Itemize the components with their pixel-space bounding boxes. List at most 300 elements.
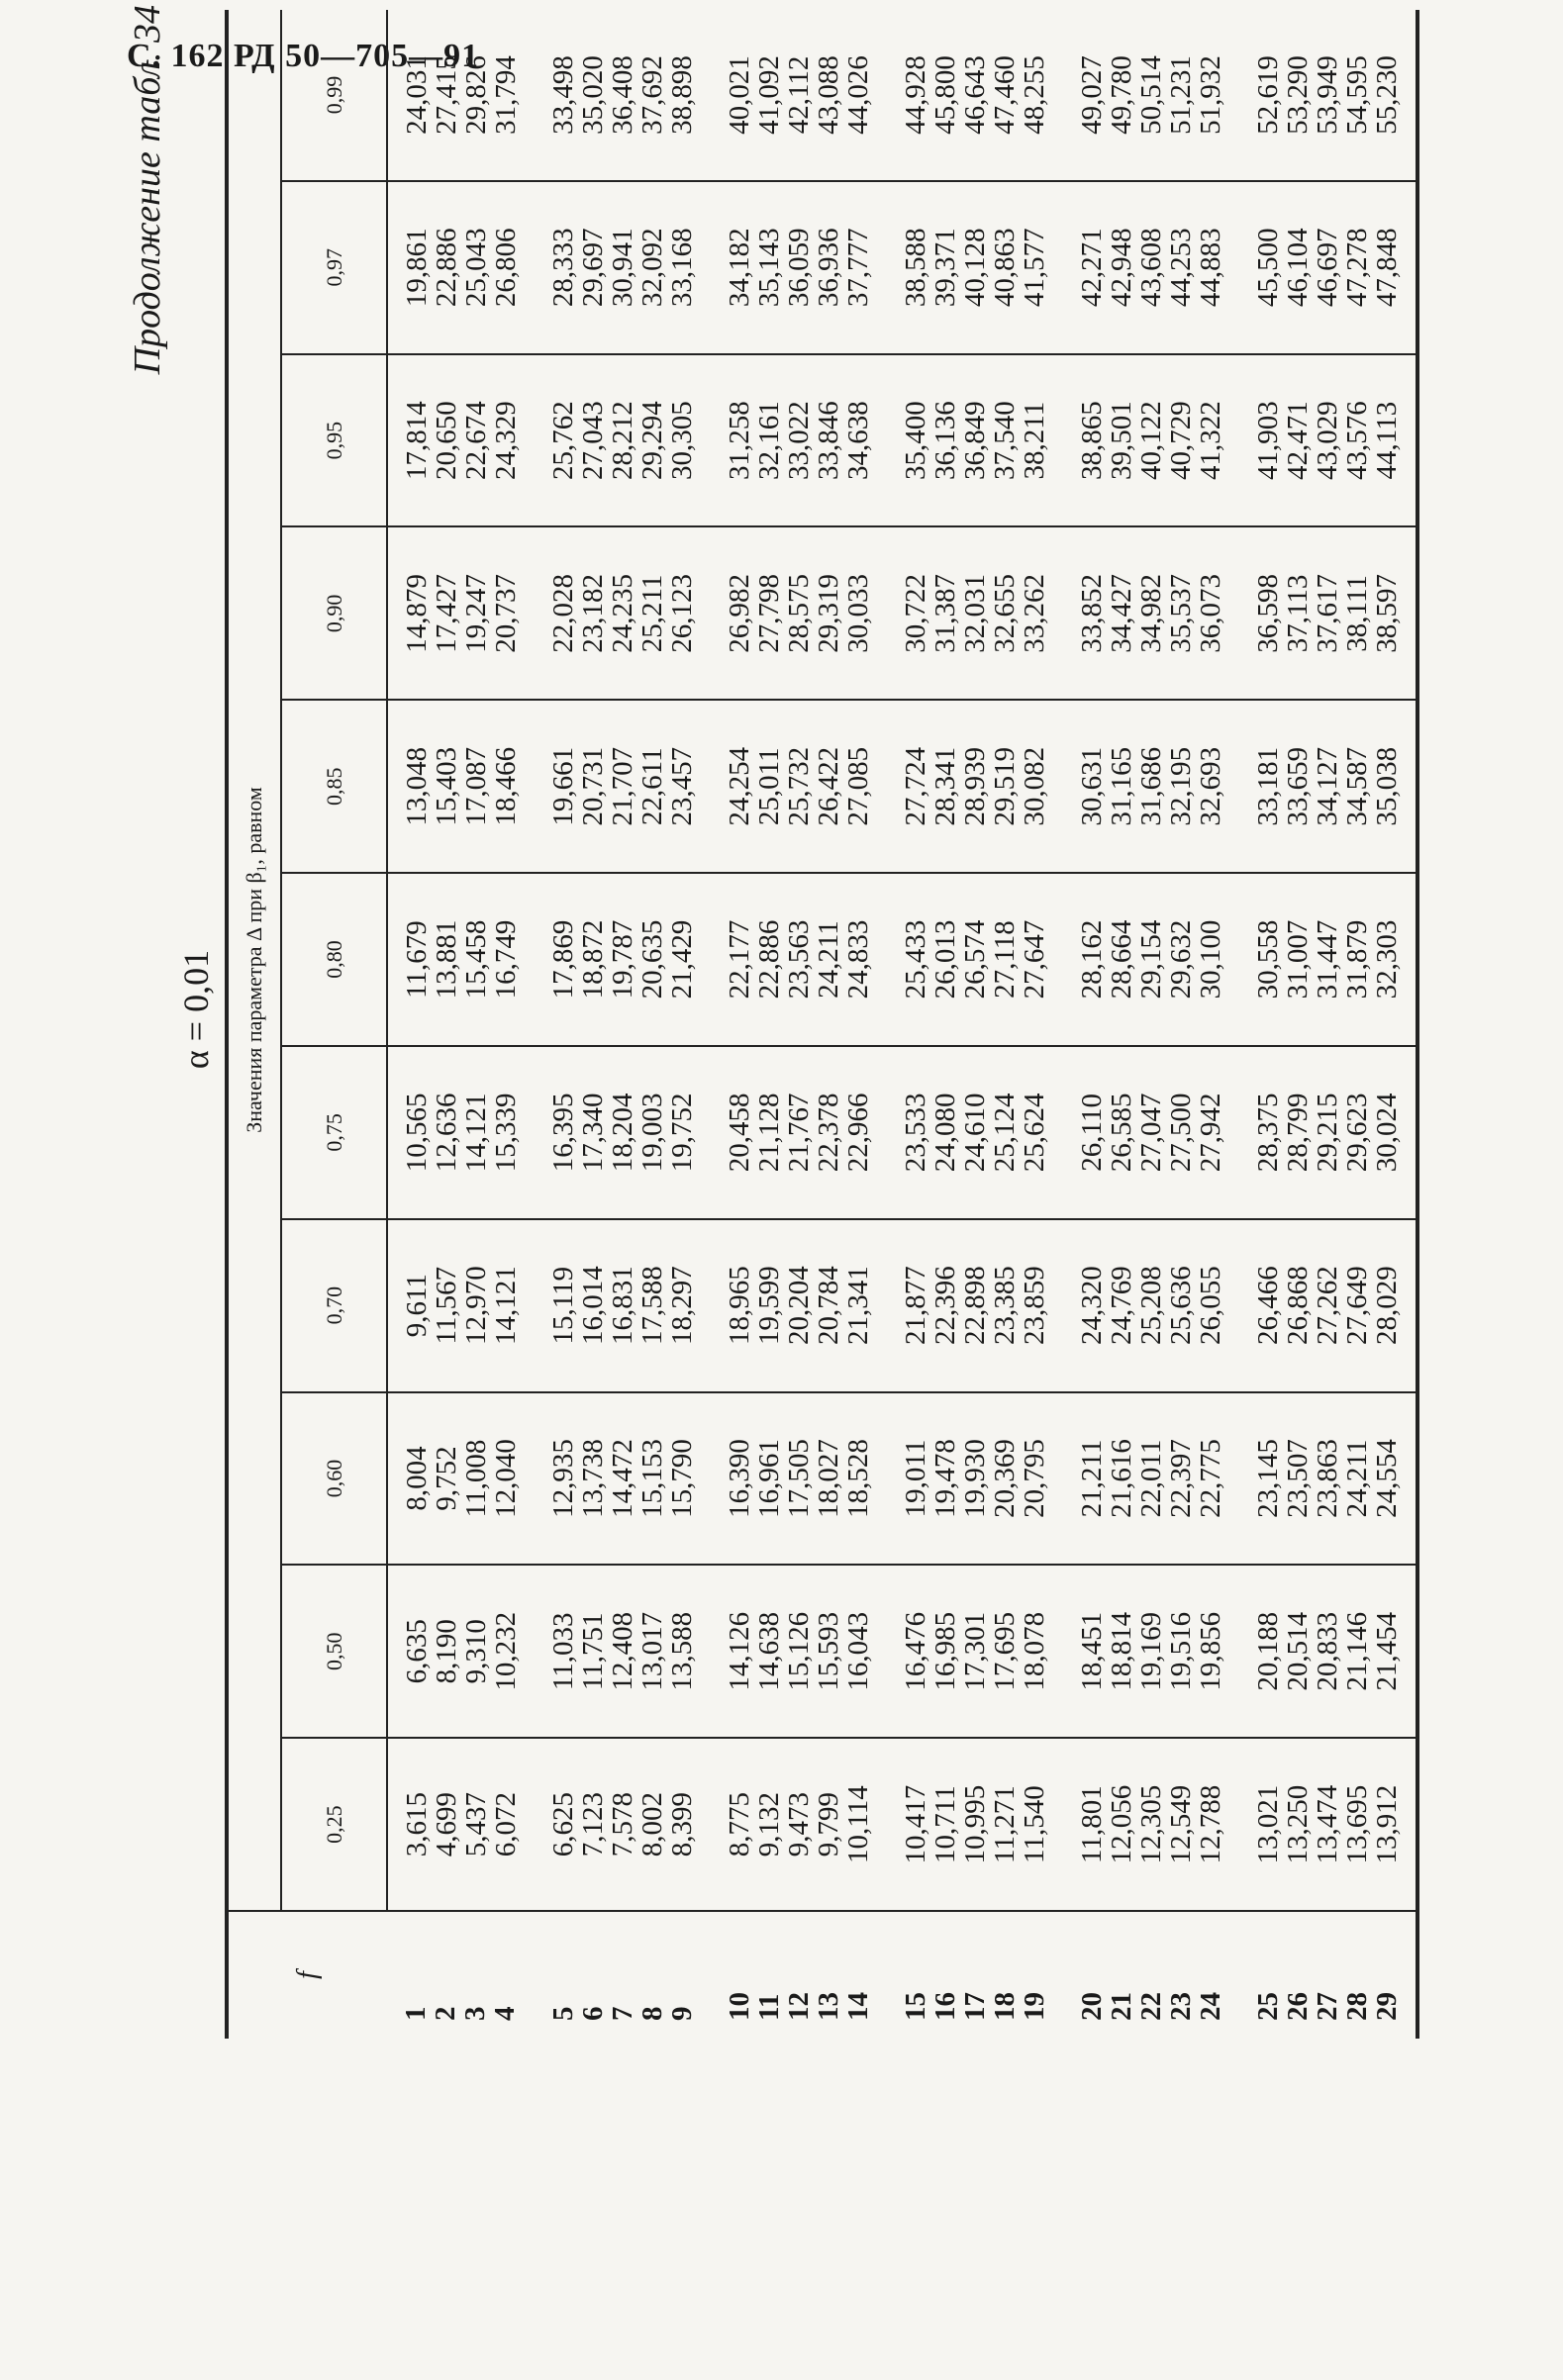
table-value: 37,540	[989, 401, 1021, 480]
table-value: 27,043	[577, 401, 609, 480]
table-value: 30,082	[1019, 746, 1050, 826]
value-cell	[1063, 1565, 1239, 1738]
table-value: 45,500	[1252, 228, 1284, 308]
table-value: 45,800	[929, 55, 961, 135]
table-value: 20,737	[490, 574, 522, 653]
table-value: 14,472	[607, 1439, 638, 1518]
table-value: 31,007	[1282, 919, 1314, 1000]
table-value: 34,587	[1341, 746, 1373, 826]
column-header: 0,60	[281, 1392, 387, 1566]
table-value: 39,501	[1106, 401, 1137, 480]
f-value: 6	[577, 2006, 609, 2021]
table-value: 26,110	[1076, 1094, 1108, 1172]
table-value: 22,966	[842, 1093, 874, 1173]
table-value: 18,027	[813, 1439, 844, 1518]
table-value: 12,788	[1195, 1784, 1226, 1864]
table-value: 27,724	[900, 746, 931, 826]
f-values-cell	[711, 1911, 887, 2039]
table-value: 38,597	[1371, 574, 1403, 653]
table-value: 32,195	[1165, 746, 1197, 826]
table-value: 33,659	[1282, 746, 1314, 826]
value-cell	[1063, 700, 1239, 873]
table-value: 13,250	[1282, 1784, 1314, 1864]
table-value: 38,111	[1341, 575, 1373, 652]
table-value: 8,399	[666, 1791, 698, 1857]
value-cell	[887, 1392, 1063, 1566]
table-value: 14,121	[460, 1093, 492, 1173]
table-value: 26,574	[959, 919, 991, 1000]
value-cell	[887, 873, 1063, 1046]
table-value: 43,608	[1135, 228, 1167, 308]
table-value: 27,415	[431, 55, 462, 135]
table-value: 20,795	[1019, 1439, 1050, 1518]
table-value: 28,939	[959, 746, 991, 826]
table-value: 16,985	[929, 1611, 961, 1691]
table-value: 35,038	[1371, 746, 1403, 826]
table-value: 16,014	[577, 1266, 609, 1346]
table-value: 22,886	[753, 919, 785, 1000]
table-value: 44,113	[1371, 401, 1403, 480]
value-cell	[387, 1046, 535, 1219]
value-cell	[1063, 181, 1239, 354]
table-value: 13,695	[1341, 1784, 1373, 1864]
table-value: 19,599	[753, 1266, 785, 1346]
table-value: 19,930	[959, 1439, 991, 1518]
alpha-label: α = 0,01	[176, 949, 216, 1070]
table-value: 49,027	[1076, 55, 1108, 135]
table-value: 41,322	[1195, 401, 1226, 480]
table-value: 40,021	[724, 55, 755, 135]
table-value: 13,048	[401, 746, 433, 826]
value-cell	[387, 873, 535, 1046]
value-cell	[1239, 1738, 1417, 1911]
f-value: 14	[842, 1992, 874, 2021]
table-value: 13,021	[1252, 1784, 1284, 1864]
value-cell	[711, 527, 887, 701]
table-value: 22,775	[1195, 1439, 1226, 1518]
value-cell	[711, 10, 887, 181]
table-value: 35,143	[753, 228, 785, 308]
table-value: 15,119	[547, 1266, 579, 1345]
value-cell	[535, 873, 711, 1046]
f-value: 5	[547, 2006, 579, 2021]
table-value: 30,305	[666, 401, 698, 480]
table-value: 11,801	[1076, 1785, 1108, 1863]
table-value: 28,162	[1076, 919, 1108, 1000]
value-cell	[887, 10, 1063, 181]
table-value: 23,145	[1252, 1439, 1284, 1518]
table-value: 17,814	[401, 401, 433, 480]
value-cell	[535, 1392, 711, 1566]
value-cell	[711, 1738, 887, 1911]
column-header: 0,85	[281, 700, 387, 873]
table-value: 34,427	[1106, 574, 1137, 653]
table-value: 9,799	[813, 1791, 844, 1857]
value-cell	[387, 1392, 535, 1566]
table-value: 15,339	[490, 1093, 522, 1173]
table-value: 8,775	[724, 1791, 755, 1857]
table-value: 37,777	[842, 228, 874, 308]
table-value: 24,610	[959, 1093, 991, 1173]
value-cell	[1239, 527, 1417, 701]
table-value: 44,026	[842, 55, 874, 135]
table-value: 4,699	[431, 1791, 462, 1857]
table-value: 26,013	[929, 919, 961, 1000]
table-value: 16,831	[607, 1266, 638, 1346]
table-row-group	[1063, 10, 1239, 2039]
table-value: 34,182	[724, 228, 755, 308]
table-value: 33,498	[547, 55, 579, 135]
table-caption: Значения параметра Δ при β₁, равном	[227, 10, 281, 1911]
table-value: 40,122	[1135, 401, 1167, 480]
table-row-group	[887, 10, 1063, 2039]
table-value: 38,898	[666, 55, 698, 135]
table-value: 18,297	[666, 1266, 698, 1346]
table-value: 10,417	[900, 1784, 931, 1864]
table-value: 12,970	[460, 1266, 492, 1346]
value-cell	[887, 1219, 1063, 1392]
table-value: 31,258	[724, 401, 755, 480]
table-value: 19,661	[547, 746, 579, 826]
table-value: 24,320	[1076, 1266, 1108, 1346]
table-value: 17,087	[460, 746, 492, 826]
table-value: 21,877	[900, 1266, 931, 1346]
table-value: 18,965	[724, 1266, 755, 1346]
table-value: 44,883	[1195, 228, 1226, 308]
table-value: 25,124	[989, 1093, 1021, 1173]
table-value: 12,549	[1165, 1784, 1197, 1864]
value-cell	[387, 1219, 535, 1392]
table-value: 38,865	[1076, 401, 1108, 480]
table-value: 48,255	[1019, 55, 1050, 135]
table-value: 13,738	[577, 1439, 609, 1518]
table-value: 25,624	[1019, 1093, 1050, 1173]
table-value: 53,949	[1312, 55, 1343, 135]
table-value: 26,806	[490, 228, 522, 308]
table-value: 47,460	[989, 55, 1021, 135]
table-value: 12,056	[1106, 1784, 1137, 1864]
table-value: 8,002	[636, 1791, 668, 1857]
table-value: 29,215	[1312, 1093, 1343, 1173]
table-value: 19,478	[929, 1439, 961, 1518]
value-cell	[1063, 1392, 1239, 1566]
table-value: 19,003	[636, 1093, 668, 1173]
f-values-cell	[1063, 1911, 1239, 2039]
table-value: 20,204	[783, 1266, 815, 1346]
table-value: 41,577	[1019, 228, 1050, 308]
table-value: 32,031	[959, 574, 991, 653]
table-value: 25,636	[1165, 1266, 1197, 1346]
f-value: 23	[1165, 1992, 1197, 2021]
table-value: 30,941	[607, 228, 638, 308]
f-value: 28	[1341, 1992, 1373, 2021]
value-cell	[1239, 700, 1417, 873]
table-value: 14,121	[490, 1266, 522, 1346]
table-row-group	[387, 10, 535, 2039]
table-value: 30,631	[1076, 746, 1108, 826]
table-value: 15,153	[636, 1439, 668, 1518]
table-value: 36,598	[1252, 574, 1284, 653]
table-value: 25,211	[636, 574, 668, 653]
f-value: 25	[1252, 1992, 1284, 2021]
table-value: 24,211	[1341, 1439, 1373, 1518]
f-value: 4	[489, 2006, 521, 2021]
table-value: 8,004	[401, 1446, 433, 1511]
f-value: 12	[783, 1992, 815, 2021]
table-value: 25,732	[783, 746, 815, 826]
f-values-cell	[535, 1911, 711, 2039]
table-value: 29,519	[989, 746, 1021, 826]
table-value: 28,212	[607, 401, 638, 480]
table-value: 10,711	[929, 1785, 961, 1863]
table-value: 20,514	[1282, 1611, 1314, 1691]
value-cell	[535, 354, 711, 527]
table-value: 33,846	[813, 401, 844, 480]
value-cell	[1239, 181, 1417, 354]
table-value: 46,697	[1312, 228, 1343, 308]
f-values-cell	[387, 1911, 535, 2039]
f-value: 22	[1135, 1992, 1167, 2021]
table-value: 25,433	[900, 919, 931, 1000]
table-value: 19,169	[1135, 1611, 1167, 1691]
table-value: 27,647	[1019, 919, 1050, 1000]
table-value: 27,085	[842, 746, 874, 826]
table-value: 12,408	[607, 1611, 638, 1691]
table-value: 47,848	[1371, 228, 1403, 308]
table-value: 33,181	[1252, 746, 1284, 826]
value-cell	[887, 1738, 1063, 1911]
table-value: 26,466	[1252, 1266, 1284, 1346]
table-value: 44,928	[900, 55, 931, 135]
table-value: 23,507	[1282, 1439, 1314, 1518]
table-row-group	[535, 10, 711, 2039]
value-cell	[887, 1565, 1063, 1738]
table-value: 22,611	[636, 747, 668, 826]
column-header: 0,80	[281, 873, 387, 1046]
f-value: 8	[636, 2006, 668, 2021]
table-value: 13,588	[666, 1611, 698, 1691]
table-value: 32,161	[753, 401, 785, 480]
table-value: 20,731	[577, 746, 609, 826]
table-value: 46,104	[1282, 228, 1314, 308]
f-values-cell	[887, 1911, 1063, 2039]
table-value: 26,585	[1106, 1093, 1137, 1173]
table-value: 15,458	[460, 919, 492, 1000]
value-cell	[711, 354, 887, 527]
table-value: 38,588	[900, 228, 931, 308]
table-value: 41,903	[1252, 401, 1284, 480]
table-value: 39,371	[929, 228, 961, 308]
table-row-group	[711, 10, 887, 2039]
table-value: 42,112	[783, 55, 815, 135]
table-value: 32,655	[989, 574, 1021, 653]
table-value: 18,528	[842, 1439, 874, 1518]
table-value: 28,333	[547, 228, 579, 308]
table-value: 43,088	[813, 55, 844, 135]
table-value: 32,092	[636, 228, 668, 308]
table-value: 55,230	[1371, 55, 1403, 135]
table-value: 19,247	[460, 574, 492, 653]
table-value: 29,632	[1165, 919, 1197, 1000]
table-value: 18,466	[490, 746, 522, 826]
f-value: 3	[459, 2006, 491, 2021]
f-values-cell	[1239, 1911, 1417, 2039]
table-value: 17,869	[547, 919, 579, 1000]
table-value: 32,303	[1371, 919, 1403, 1000]
table-value: 21,767	[783, 1093, 815, 1173]
table-value: 12,305	[1135, 1784, 1167, 1864]
table-value: 22,886	[431, 228, 462, 308]
table-row-group	[1239, 10, 1417, 2039]
table-value: 20,650	[431, 401, 462, 480]
table-value: 27,500	[1165, 1093, 1197, 1173]
value-cell	[1063, 527, 1239, 701]
table-value: 36,849	[959, 401, 991, 480]
table-value: 17,588	[636, 1266, 668, 1346]
column-header: 0,50	[281, 1565, 387, 1738]
table-value: 16,961	[753, 1439, 785, 1518]
table-value: 10,232	[490, 1611, 522, 1691]
table-value: 22,177	[724, 919, 755, 1000]
value-cell	[711, 181, 887, 354]
table-value: 26,868	[1282, 1266, 1314, 1346]
table-value: 21,707	[607, 746, 638, 826]
table-value: 31,165	[1106, 746, 1137, 826]
table-value: 28,799	[1282, 1093, 1314, 1173]
table-value: 11,567	[431, 1266, 462, 1345]
table-value: 27,118	[989, 920, 1021, 999]
table-value: 21,128	[753, 1093, 785, 1173]
table-value: 9,310	[460, 1619, 492, 1684]
column-header: 0,99	[281, 10, 387, 181]
table-value: 21,616	[1106, 1439, 1137, 1518]
value-cell	[887, 181, 1063, 354]
table-value: 28,664	[1106, 919, 1137, 1000]
table-value: 9,611	[401, 1274, 433, 1338]
column-header: 0,25	[281, 1738, 387, 1911]
table-value: 38,211	[1019, 401, 1050, 480]
table-value: 31,387	[929, 574, 961, 653]
table-value: 12,040	[490, 1439, 522, 1518]
f-value: 9	[666, 2006, 698, 2021]
table-value: 33,262	[1019, 574, 1050, 653]
table-value: 29,623	[1341, 1093, 1373, 1173]
table-value: 46,643	[959, 55, 991, 135]
table-value: 10,995	[959, 1784, 991, 1864]
table-value: 15,593	[813, 1611, 844, 1691]
table-value: 29,826	[460, 55, 492, 135]
table-value: 30,100	[1195, 919, 1226, 1000]
value-cell	[1239, 354, 1417, 527]
table-value: 20,784	[813, 1266, 844, 1346]
table-value: 15,126	[783, 1611, 815, 1691]
table-value: 9,752	[431, 1446, 462, 1511]
f-value: 15	[900, 1992, 931, 2021]
table-value: 25,011	[753, 747, 785, 826]
table-value: 22,396	[929, 1266, 961, 1346]
table-value: 18,078	[1019, 1611, 1050, 1691]
table-value: 37,113	[1282, 574, 1314, 653]
table-value: 21,454	[1371, 1611, 1403, 1691]
table-value: 40,729	[1165, 401, 1197, 480]
table-value: 31,879	[1341, 919, 1373, 1000]
table-value: 31,686	[1135, 746, 1167, 826]
value-cell	[535, 1046, 711, 1219]
value-cell	[1239, 1392, 1417, 1566]
table-value: 51,932	[1195, 55, 1226, 135]
table-value: 17,340	[577, 1093, 609, 1173]
value-cell	[711, 1219, 887, 1392]
value-cell	[535, 700, 711, 873]
table-value: 24,254	[724, 746, 755, 826]
value-cell	[535, 1219, 711, 1392]
table-value: 37,692	[636, 55, 668, 135]
table-value: 27,262	[1312, 1266, 1343, 1346]
table-value: 24,769	[1106, 1266, 1137, 1346]
table-value: 16,395	[547, 1093, 579, 1173]
table-value: 23,859	[1019, 1266, 1050, 1346]
table-value: 23,563	[783, 919, 815, 1000]
table-value: 34,127	[1312, 746, 1343, 826]
table-value: 14,879	[401, 574, 433, 653]
value-cell	[1239, 1565, 1417, 1738]
table-value: 40,863	[989, 228, 1021, 308]
f-value: 13	[813, 1992, 844, 2021]
table-value: 40,128	[959, 228, 991, 308]
table-value: 35,537	[1165, 574, 1197, 653]
table-value: 17,505	[783, 1439, 815, 1518]
column-header: 0,75	[281, 1046, 387, 1219]
table-value: 6,635	[401, 1619, 433, 1684]
table-value: 32,693	[1195, 746, 1226, 826]
table-value: 13,474	[1312, 1784, 1343, 1864]
table-value: 34,982	[1135, 574, 1167, 653]
table-value: 27,649	[1341, 1266, 1373, 1346]
table-value: 44,253	[1165, 228, 1197, 308]
table-value: 12,935	[547, 1439, 579, 1518]
table-value: 33,022	[783, 401, 815, 480]
table-value: 17,301	[959, 1611, 991, 1691]
table-value: 21,211	[1076, 1439, 1108, 1518]
f-value: 18	[989, 1992, 1021, 2021]
f-value: 24	[1195, 1992, 1226, 2021]
value-cell	[387, 181, 535, 354]
value-cell	[387, 527, 535, 701]
value-cell	[1063, 1219, 1239, 1392]
value-cell	[1063, 1046, 1239, 1219]
column-header: 0,97	[281, 181, 387, 354]
table-value: 30,558	[1252, 919, 1284, 1000]
table-value: 17,427	[431, 574, 462, 653]
table-value: 29,319	[813, 574, 844, 653]
value-cell	[535, 1565, 711, 1738]
table-value: 33,168	[666, 228, 698, 308]
f-value: 2	[430, 2006, 461, 2021]
value-cell	[887, 1046, 1063, 1219]
table-value: 21,429	[666, 919, 698, 1000]
table-value: 16,390	[724, 1439, 755, 1518]
value-cell	[887, 354, 1063, 527]
value-cell	[711, 1392, 887, 1566]
table-value: 28,029	[1371, 1266, 1403, 1346]
value-cell	[887, 700, 1063, 873]
table-value: 36,059	[783, 228, 815, 308]
table-value: 34,638	[842, 401, 874, 480]
value-cell	[535, 10, 711, 181]
column-header: 0,95	[281, 354, 387, 527]
table-value: 24,235	[607, 574, 638, 653]
table-value: 19,516	[1165, 1611, 1197, 1691]
